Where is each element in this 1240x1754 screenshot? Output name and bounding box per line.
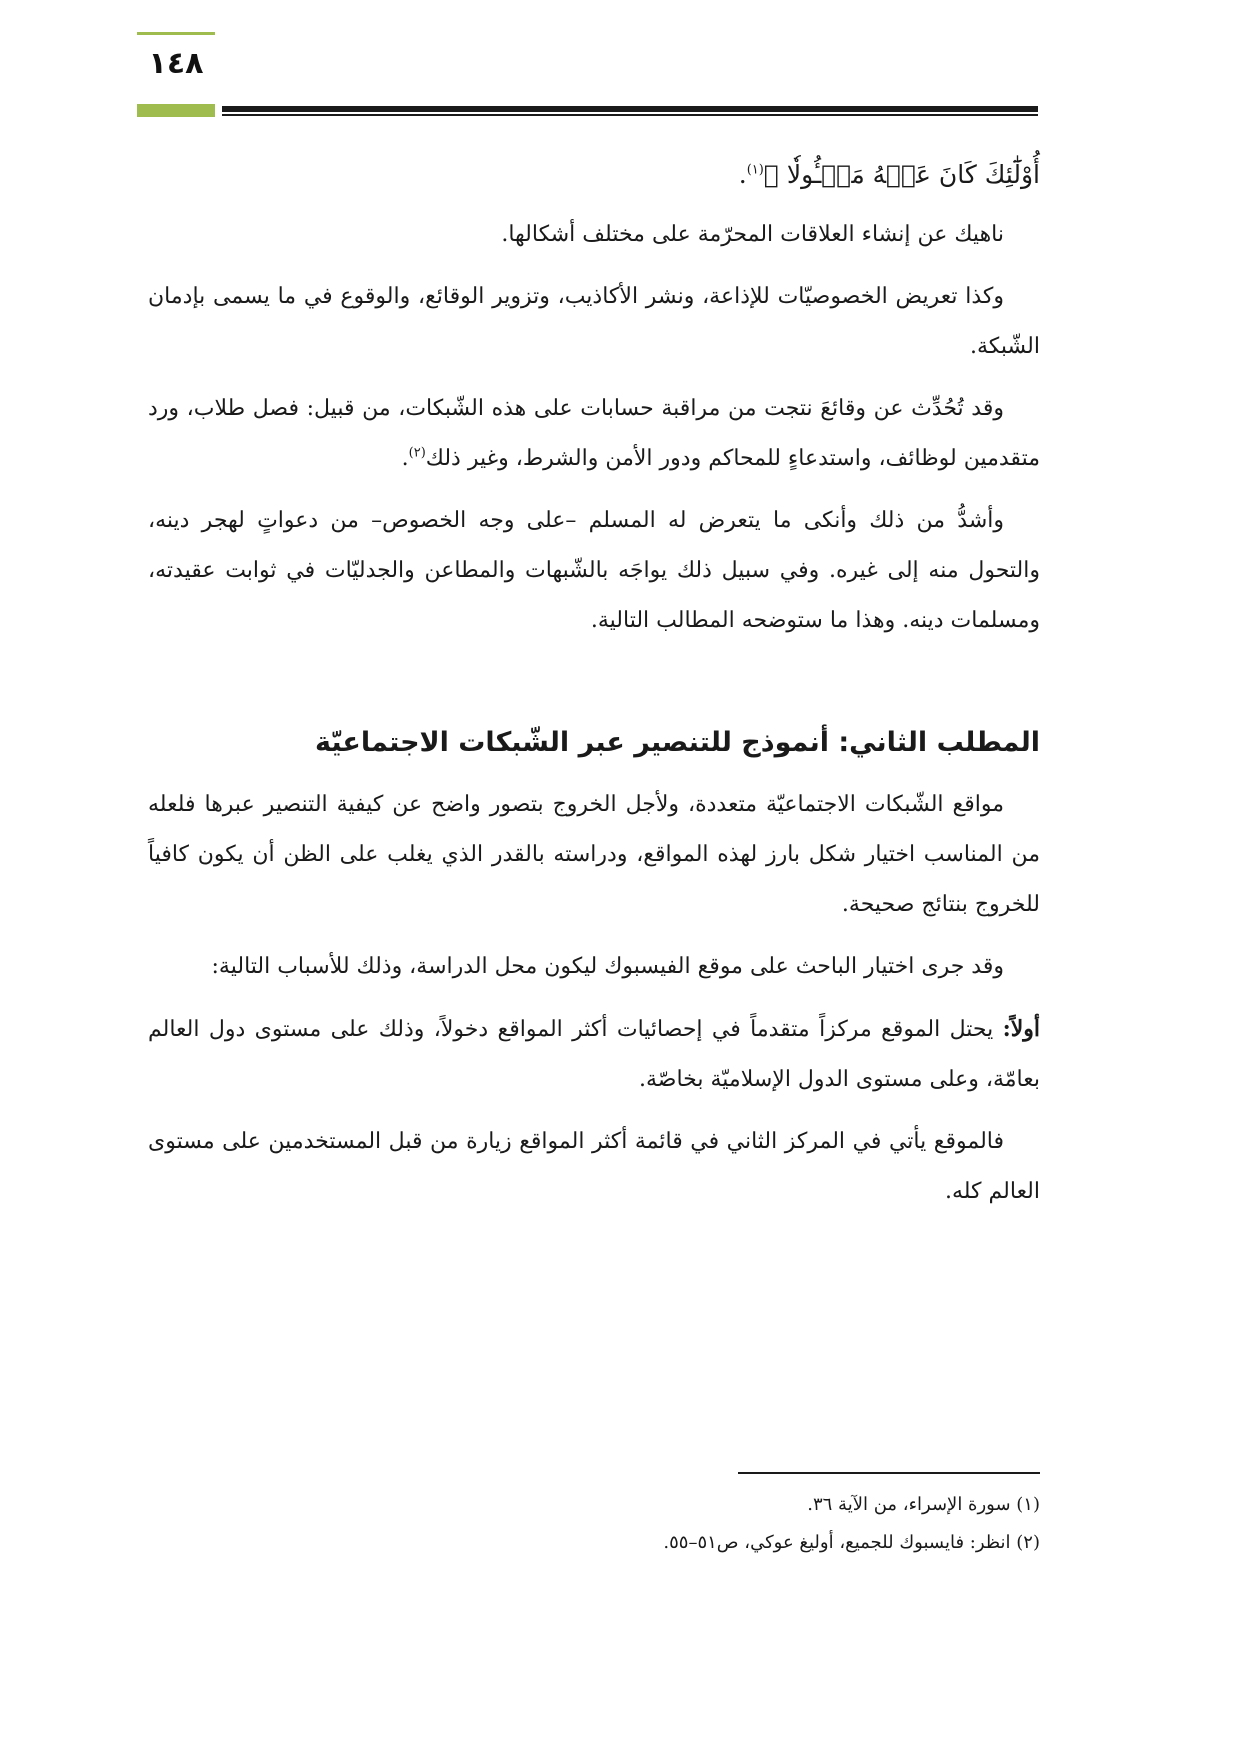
paragraph: مواقع الشّبكات الاجتماعيّة متعددة، ولأجل الخروج بتصور واضح عن كيفية التنصير عبرها فلعله من المناسب اختيار شكل بارز لهذه المواقع، ودراسته بالقدر الذي يغلب على الظن أن يكون كافياً للخروج بنتائج صحيحة. — [148, 792, 1040, 917]
header-rule-thin — [222, 114, 1038, 116]
paragraph: فالموقع يأتي في المركز الثاني في قائمة أكثر المواقع زيارة من قبل المستخدمين على مستوى العالم كله. — [148, 1129, 1040, 1204]
footnote-separator — [738, 1472, 1040, 1474]
paragraph: وقد جرى اختيار الباحث على موقع الفيسبوك ليكون محل الدراسة، وذلك للأسباب التالية: — [211, 954, 1004, 979]
footnote-2: (٢) انظر: فايسبوك للجميع، أوليغ عوكي، ص٥١–٥٥. — [663, 1532, 1040, 1553]
header-rule-thick — [222, 106, 1038, 112]
verse-text: أُوْلَٰٓئِكَ كَانَ عَنۡهُ مَسۡـُٔولٗا — [786, 160, 1040, 189]
header-accent-line — [137, 32, 215, 35]
footnotes — [500, 1486, 1040, 1562]
paragraph: ناهيك عن إنشاء العلاقات المحرّمة على مختلف أشكالها. — [501, 222, 1004, 247]
paragraph-text: وقد تُحُدِّث عن وقائعَ نتجت من مراقبة حسابات على هذه الشّبكات، من قبيل: فصل طلاب، ورد متقدمين لوظائف، واستدعاءٍ للمحاكم ودور الأمن والشرط، وغير ذلك — [148, 396, 1040, 471]
footnote-ref-1[interactable]: (١) — [746, 162, 764, 178]
paragraph — [148, 1004, 1040, 1105]
verse-end: . — [738, 160, 747, 189]
paragraph: وأشدُّ من ذلك وأنكى ما يتعرض له المسلم –على وجه الخصوص– من دعواتٍ لهجر دينه، والتحول منه إلى غيره. وفي سبيل ذلك يواجَه بالشّبهات والمطاعن والجدليّات في ثوابت عقيدته، ومسلمات دينه. وهذا ما ستوضحه المطالب التالية. — [148, 508, 1040, 633]
point-label: أولاً: — [1002, 1016, 1040, 1042]
paragraph — [148, 384, 1040, 484]
header-accent-block — [137, 104, 215, 117]
section-heading: المطلب الثاني: أنموذج للتنصير عبر الشّبكات الاجتماعيّة — [314, 727, 1040, 758]
verse-bracket: ﴾ — [763, 160, 779, 189]
footnote-1: (١) سورة الإسراء، من الآية ٣٦. — [807, 1494, 1040, 1515]
paragraph-end: . — [401, 446, 409, 471]
page-body — [148, 150, 1040, 1229]
quran-verse — [148, 150, 1040, 200]
page-number: ١٤٨ — [148, 46, 204, 81]
paragraph: وكذا تعريض الخصوصيّات للإذاعة، ونشر الأكاذيب، وتزوير الوقائع، والوقوع في ما يسمى بإدمان الشّبكة. — [148, 284, 1040, 359]
footnote-ref-2[interactable]: (٢) — [408, 445, 426, 461]
paragraph-text: يحتل الموقع مركزاً متقدماً في إحصائيات أكثر المواقع دخولاً، وذلك على مستوى دول العالم بعامّة، وعلى مستوى الدول الإسلاميّة بخاصّة. — [148, 1017, 1040, 1092]
